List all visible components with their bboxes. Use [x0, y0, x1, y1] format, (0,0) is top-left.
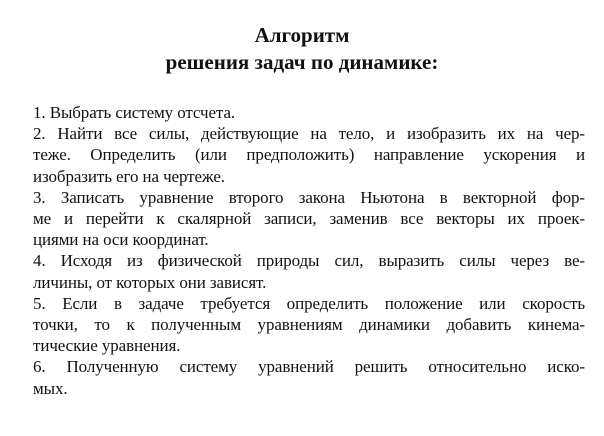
step-line: 2. Найти все силы, действующие на тело, и изобразить их на чер-	[33, 124, 585, 144]
step-line: точки, то к полученным уравнениям динамики добавить кинема-	[33, 315, 585, 335]
step-line: личины, от которых они зависят.	[33, 272, 267, 292]
step-6	[33, 356, 585, 398]
step-line: теже. Определить (или предположить) направление ускорения и	[33, 145, 585, 165]
step-line: 4. Исходя из физической природы сил, выразить силы через ве-	[33, 251, 585, 271]
step-line: тические уравнения.	[33, 336, 181, 356]
step-line: 6. Полученную систему уравнений решить относительно иско-	[33, 357, 585, 377]
step-3	[33, 187, 585, 251]
step-line: мых.	[33, 378, 68, 398]
page-title	[0, 22, 604, 76]
step-line: 3. Записать уравнение второго закона Ньютона в векторной фор-	[33, 187, 585, 207]
step-line: изобразить его на чертеже.	[33, 166, 225, 186]
step-2	[33, 123, 585, 187]
title-line-2: решения задач по динамике:	[165, 50, 439, 74]
title-line-1: Алгоритм	[254, 23, 350, 47]
step-line: циями на оси координат.	[33, 230, 209, 250]
algorithm-steps	[33, 102, 585, 399]
step-line: 1. Выбрать систему отсчета.	[33, 103, 236, 122]
step-line: 5. Если в задаче требуется определить положение или скорость	[33, 293, 585, 313]
step-4	[33, 250, 585, 292]
step-line: ме и перейти к скалярной записи, заменив все векторы их проек-	[33, 209, 585, 229]
step-5	[33, 293, 585, 357]
step-1	[33, 102, 585, 123]
